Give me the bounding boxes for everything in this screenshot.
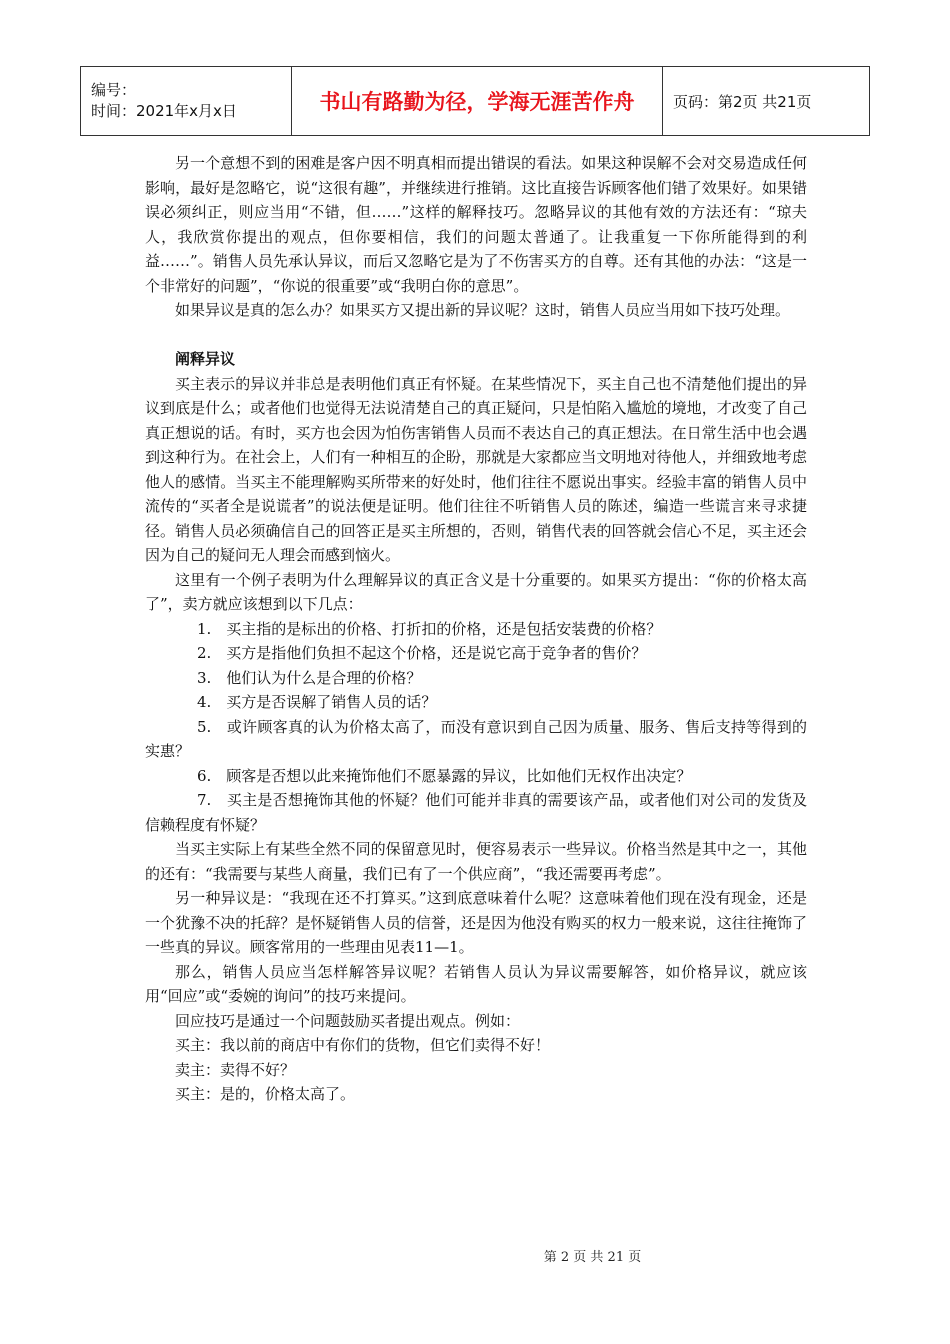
list-item: 5. 或许顾客真的认为价格太高了，而没有意识到自己因为质量、服务、售后支持等得到的实惠？ [145,717,807,760]
dialogue-line: 卖主：卖得不好？ [175,1060,296,1079]
list-item: 4. 买方是否误解了销售人员的话？ [197,693,437,711]
body-paragraph: 这里有一个例子表明为什么理解异议的真正含义是十分重要的。如果买方提出：“你的价格太高了”，卖方就应该想到以下几点： [145,570,807,613]
document-body [145,151,807,1107]
header-page-info: 页码：第2页 共21页 [663,67,870,136]
section-heading: 阐释异议 [175,350,236,368]
body-paragraph: 如果异议是真的怎么办？如果买方又提出新的异议呢？这时，销售人员应当用如下技巧处理。 [175,301,791,319]
list-item: 7. 买主是否想掩饰其他的怀疑？他们可能并非真的需要该产品，或者他们对公司的发货及信赖程度有怀疑？ [145,791,807,834]
body-paragraph: 那么，销售人员应当怎样解答异议呢？若销售人员认为异议需要解答，如价格异议，就应该用“回应”或“委婉的询问”的技巧来提问。 [145,962,807,1005]
body-paragraph: 回应技巧是通过一个问题鼓励买者提出观点。例如： [175,1011,521,1030]
body-paragraph: 另一种异议是：“我现在还不打算买。”这到底意味着什么呢？这意味着他们现在没有现金，还是一个犹豫不决的托辞？是怀疑销售人员的信誉，还是因为他没有购买的权力一般来说，这往往掩饰了一些真的异议。顾客常用的一些理由见表11—1。 [145,889,807,956]
body-paragraph: 买主表示的异议并非总是表明他们真正有怀疑。在某些情况下，买主自己也不清楚他们提出的异议到底是什么；或者他们也觉得无法说清楚自己的真正疑问，只是怕陷入尴尬的境地，才改变了自己真正想说的话。有时，买方也会因为怕伤害销售人员而不表达自己的真正想法。在日常生活中也会遇到这种行为。在社会上，人们有一种相互的企盼，那就是大家都应当文明地对待他人，并细致地考虑他人的感情。当买主不能理解购买所带来的好处时，他们往往不愿说出事实。经验丰富的销售人员中流传的“买者全是说谎者”的说法便是证明。他们往往不听销售人员的陈述，编造一些谎言来寻求捷径。销售人员必须确信自己的回答正是买主所想的，否则，销售代表的回答就会信心不足，买主还会因为自己的疑问无人理会而感到恼火。 [145,374,807,564]
paragraph-gap [145,323,807,348]
list-item: 2. 买方是指他们负担不起这个价格，还是说它高于竞争者的售价？ [197,644,647,662]
header-number-label: 编号： [91,81,137,99]
body-paragraph: 另一个意想不到的困难是客户因不明真相而提出错误的看法。如果这种误解不会对交易造成任何影响，最好是忽略它，说“这很有趣”，并继续进行推销。这比直接告诉顾客他们错了效果好。如果错误必须纠正，则应当用“不错，但……”这样的解释技巧。忽略异议的其他有效的方法还有：“琼夫人，我欣赏你提出的观点，但你要相信，我们的问题太普通了。让我重复一下你所能得到的利益……”。销售人员先承认异议，而后又忽略它是为了不伤害买方的自尊。还有其他的办法：“这是一个非常好的问题”，“你说的很重要”或“我明白你的意思”。 [145,154,807,295]
page-footer: 第 2 页 共 21 页 [543,1250,642,1265]
body-paragraph: 当买主实际上有某些全然不同的保留意见时，便容易表示一些异议。价格当然是其中之一，其他的还有：“我需要与某些人商量，我们已有了一个供应商”，“我还需要再考虑”。 [145,840,807,883]
list-item: 1. 买主指的是标出的价格、打折扣的价格，还是包括安装费的价格？ [197,619,662,638]
list-item: 6. 顾客是否想以此来掩饰他们不愿暴露的异议，比如他们无权作出决定？ [197,766,692,785]
dialogue-line: 买主：是的，价格太高了。 [175,1085,356,1103]
header-table [80,66,870,136]
header-date-line: 时间：2021年x月x日 [91,102,237,120]
header-motto: 书山有路勤为径，学海无涯苦作舟 [292,67,663,136]
list-item: 3. 他们认为什么是合理的价格？ [197,668,422,687]
dialogue-line: 买主：我以前的商店中有你们的货物，但它们卖得不好！ [175,1036,551,1054]
header-meta [81,67,292,136]
